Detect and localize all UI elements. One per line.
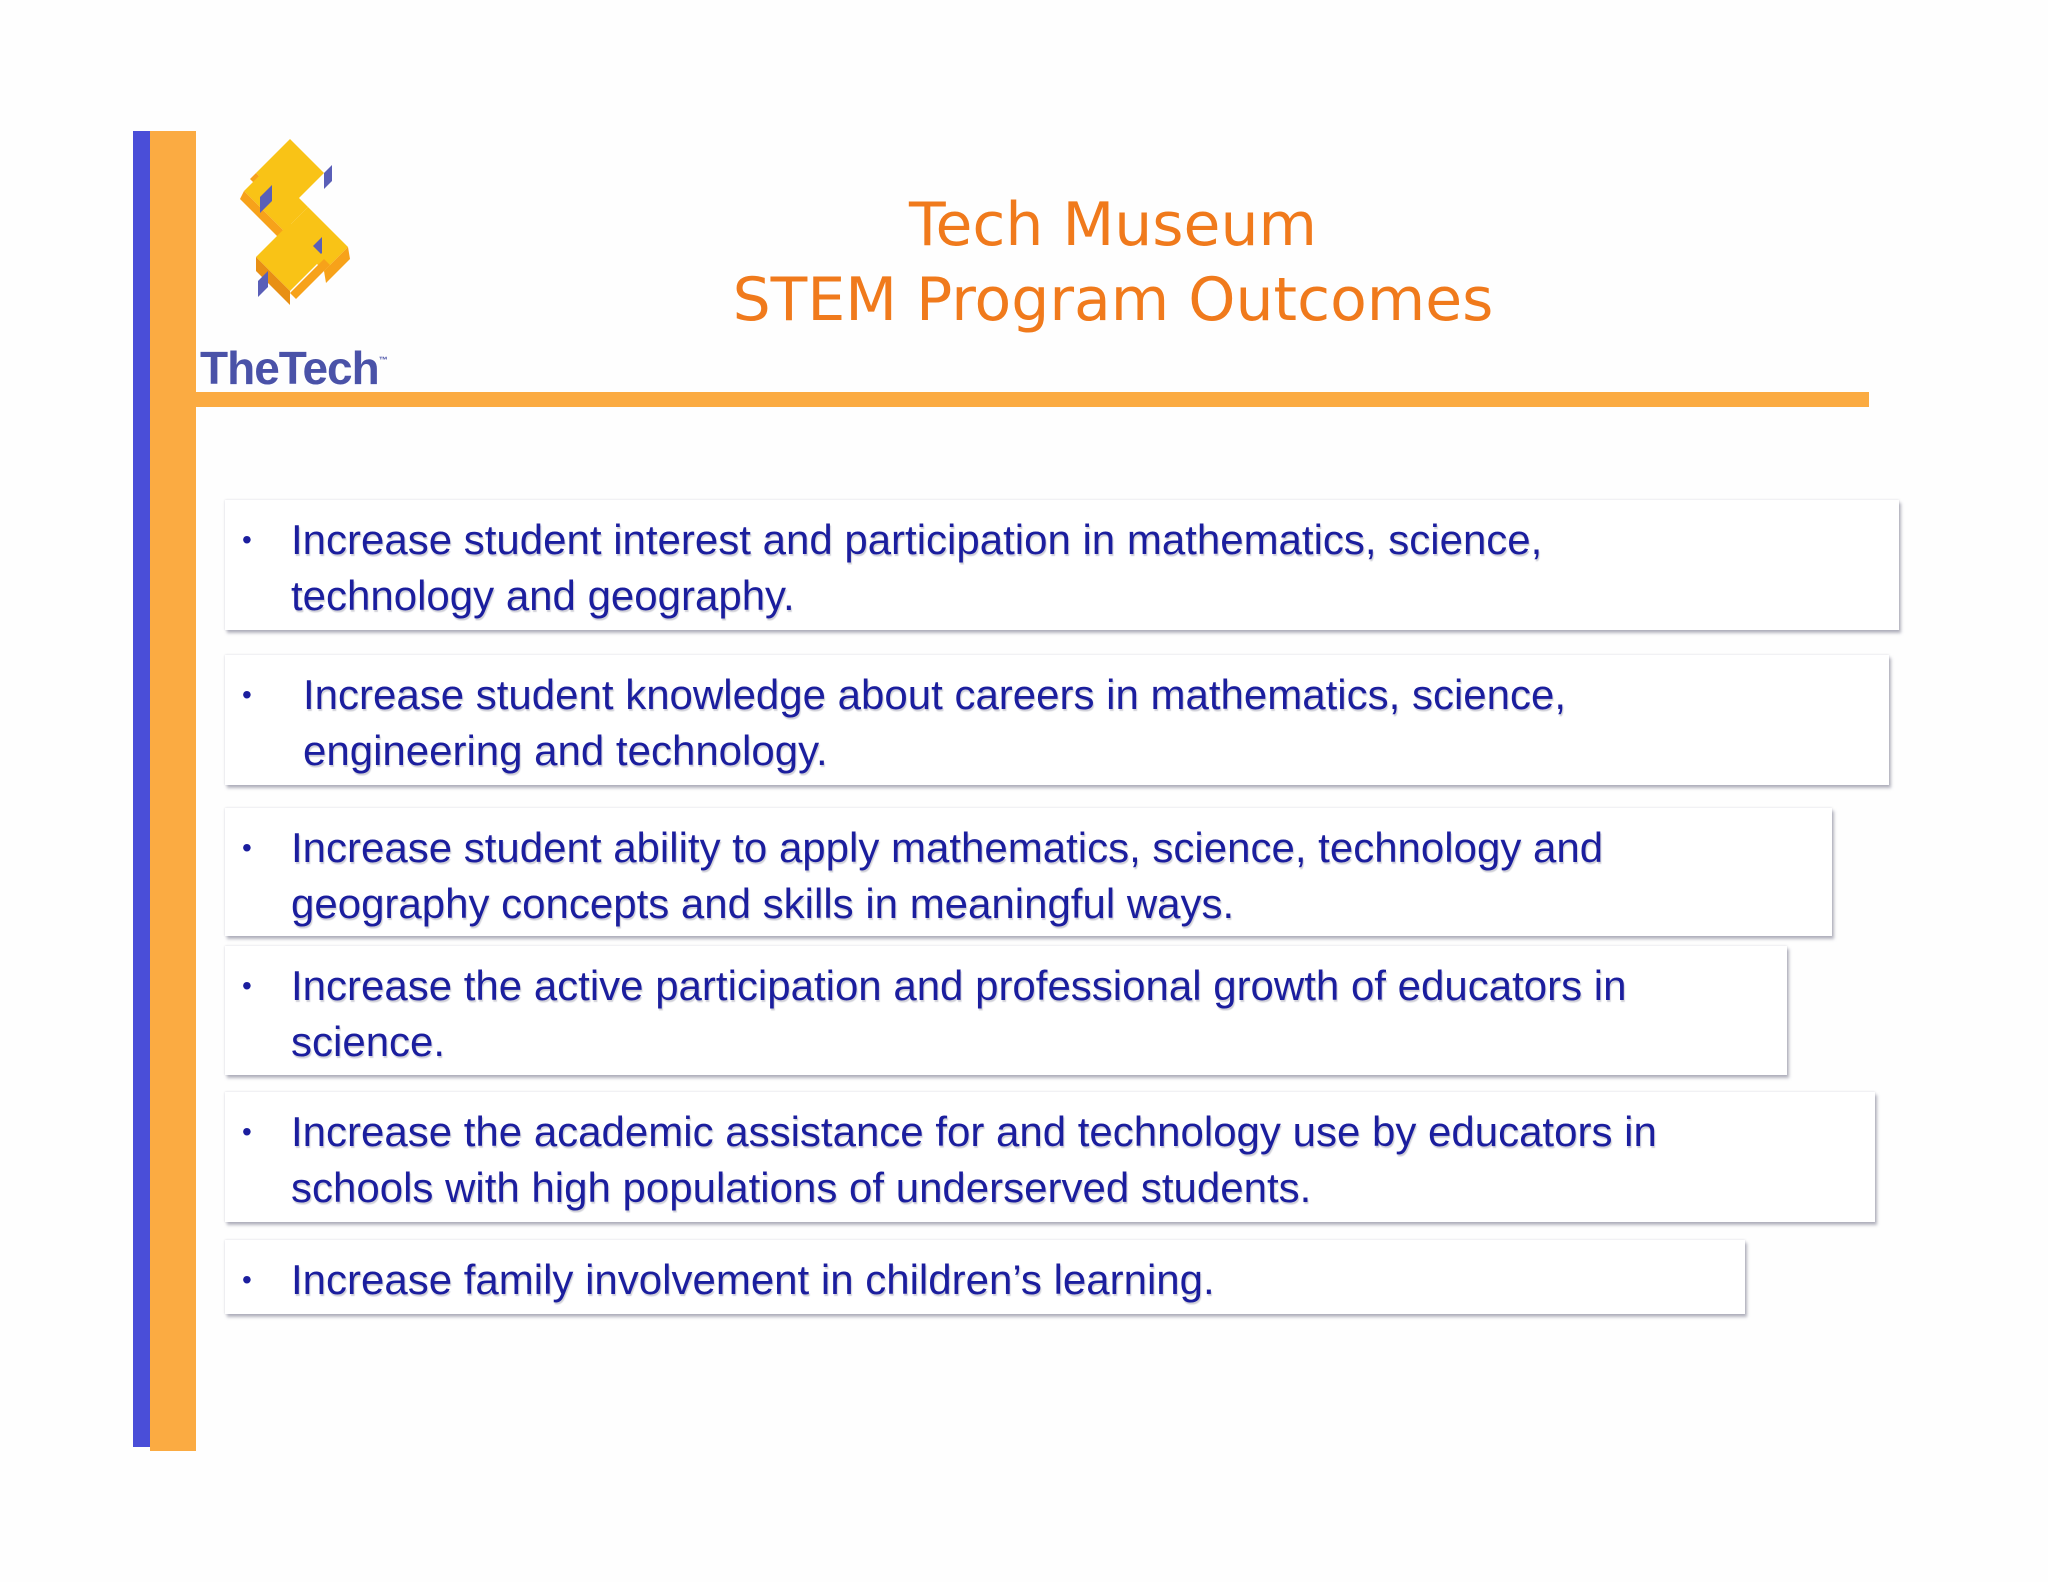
- outcome-line-1: Increase student knowledge about careers in mathematics, science,: [303, 671, 1567, 718]
- outcome-line-2: engineering and technology.: [303, 727, 828, 774]
- title-line-2: STEM Program Outcomes: [732, 265, 1494, 335]
- logo-name: TheTech: [200, 342, 379, 394]
- outcome-line-1: Increase family involvement in children’s learning.: [291, 1256, 1215, 1303]
- outcome-line-1: Increase the active participation and professional growth of educators in: [291, 962, 1627, 1009]
- outcome-line-1: Increase student ability to apply mathematics, science, technology and: [291, 824, 1604, 871]
- thetech-logo: [200, 133, 400, 393]
- slide-title: [640, 188, 1586, 338]
- outcome-text: [291, 1104, 1657, 1216]
- outcome-item-4: [225, 946, 1787, 1075]
- thetech-logo-mark-icon: [220, 133, 360, 333]
- outcome-item-3: [225, 808, 1832, 936]
- outcome-text: [291, 1252, 1215, 1308]
- outcome-item-5: [225, 1092, 1875, 1222]
- bullet-icon: •: [242, 679, 252, 710]
- outcome-line-2: schools with high populations of underserved students.: [291, 1164, 1312, 1211]
- outcome-item-2: [225, 655, 1889, 785]
- outcome-text: [291, 512, 1542, 624]
- outcome-line-2: technology and geography.: [291, 572, 795, 619]
- outcome-item-6: [225, 1240, 1745, 1314]
- bullet-icon: •: [242, 832, 252, 863]
- logo-trademark: ™: [378, 355, 388, 365]
- bullet-icon: •: [242, 970, 252, 1001]
- bullet-icon: •: [242, 1264, 252, 1295]
- outcome-text: [291, 820, 1603, 932]
- outcome-line-1: Increase student interest and participation in mathematics, science,: [291, 516, 1543, 563]
- bullet-icon: •: [242, 1116, 252, 1147]
- left-orange-bar: [150, 131, 196, 1451]
- outcome-text: [291, 958, 1626, 1070]
- outcome-line-2: science.: [291, 1018, 446, 1065]
- outcome-line-2: geography concepts and skills in meaningful ways.: [291, 880, 1235, 927]
- bullet-icon: •: [242, 524, 252, 555]
- outcome-line-1: Increase the academic assistance for and technology use by educators in: [291, 1108, 1657, 1155]
- header-divider: [196, 392, 1869, 407]
- title-line-1: Tech Museum: [909, 190, 1317, 260]
- outcome-item-1: [225, 500, 1899, 630]
- logo-wordmark: [200, 341, 388, 395]
- left-blue-bar: [133, 131, 150, 1447]
- outcome-text: [303, 667, 1566, 779]
